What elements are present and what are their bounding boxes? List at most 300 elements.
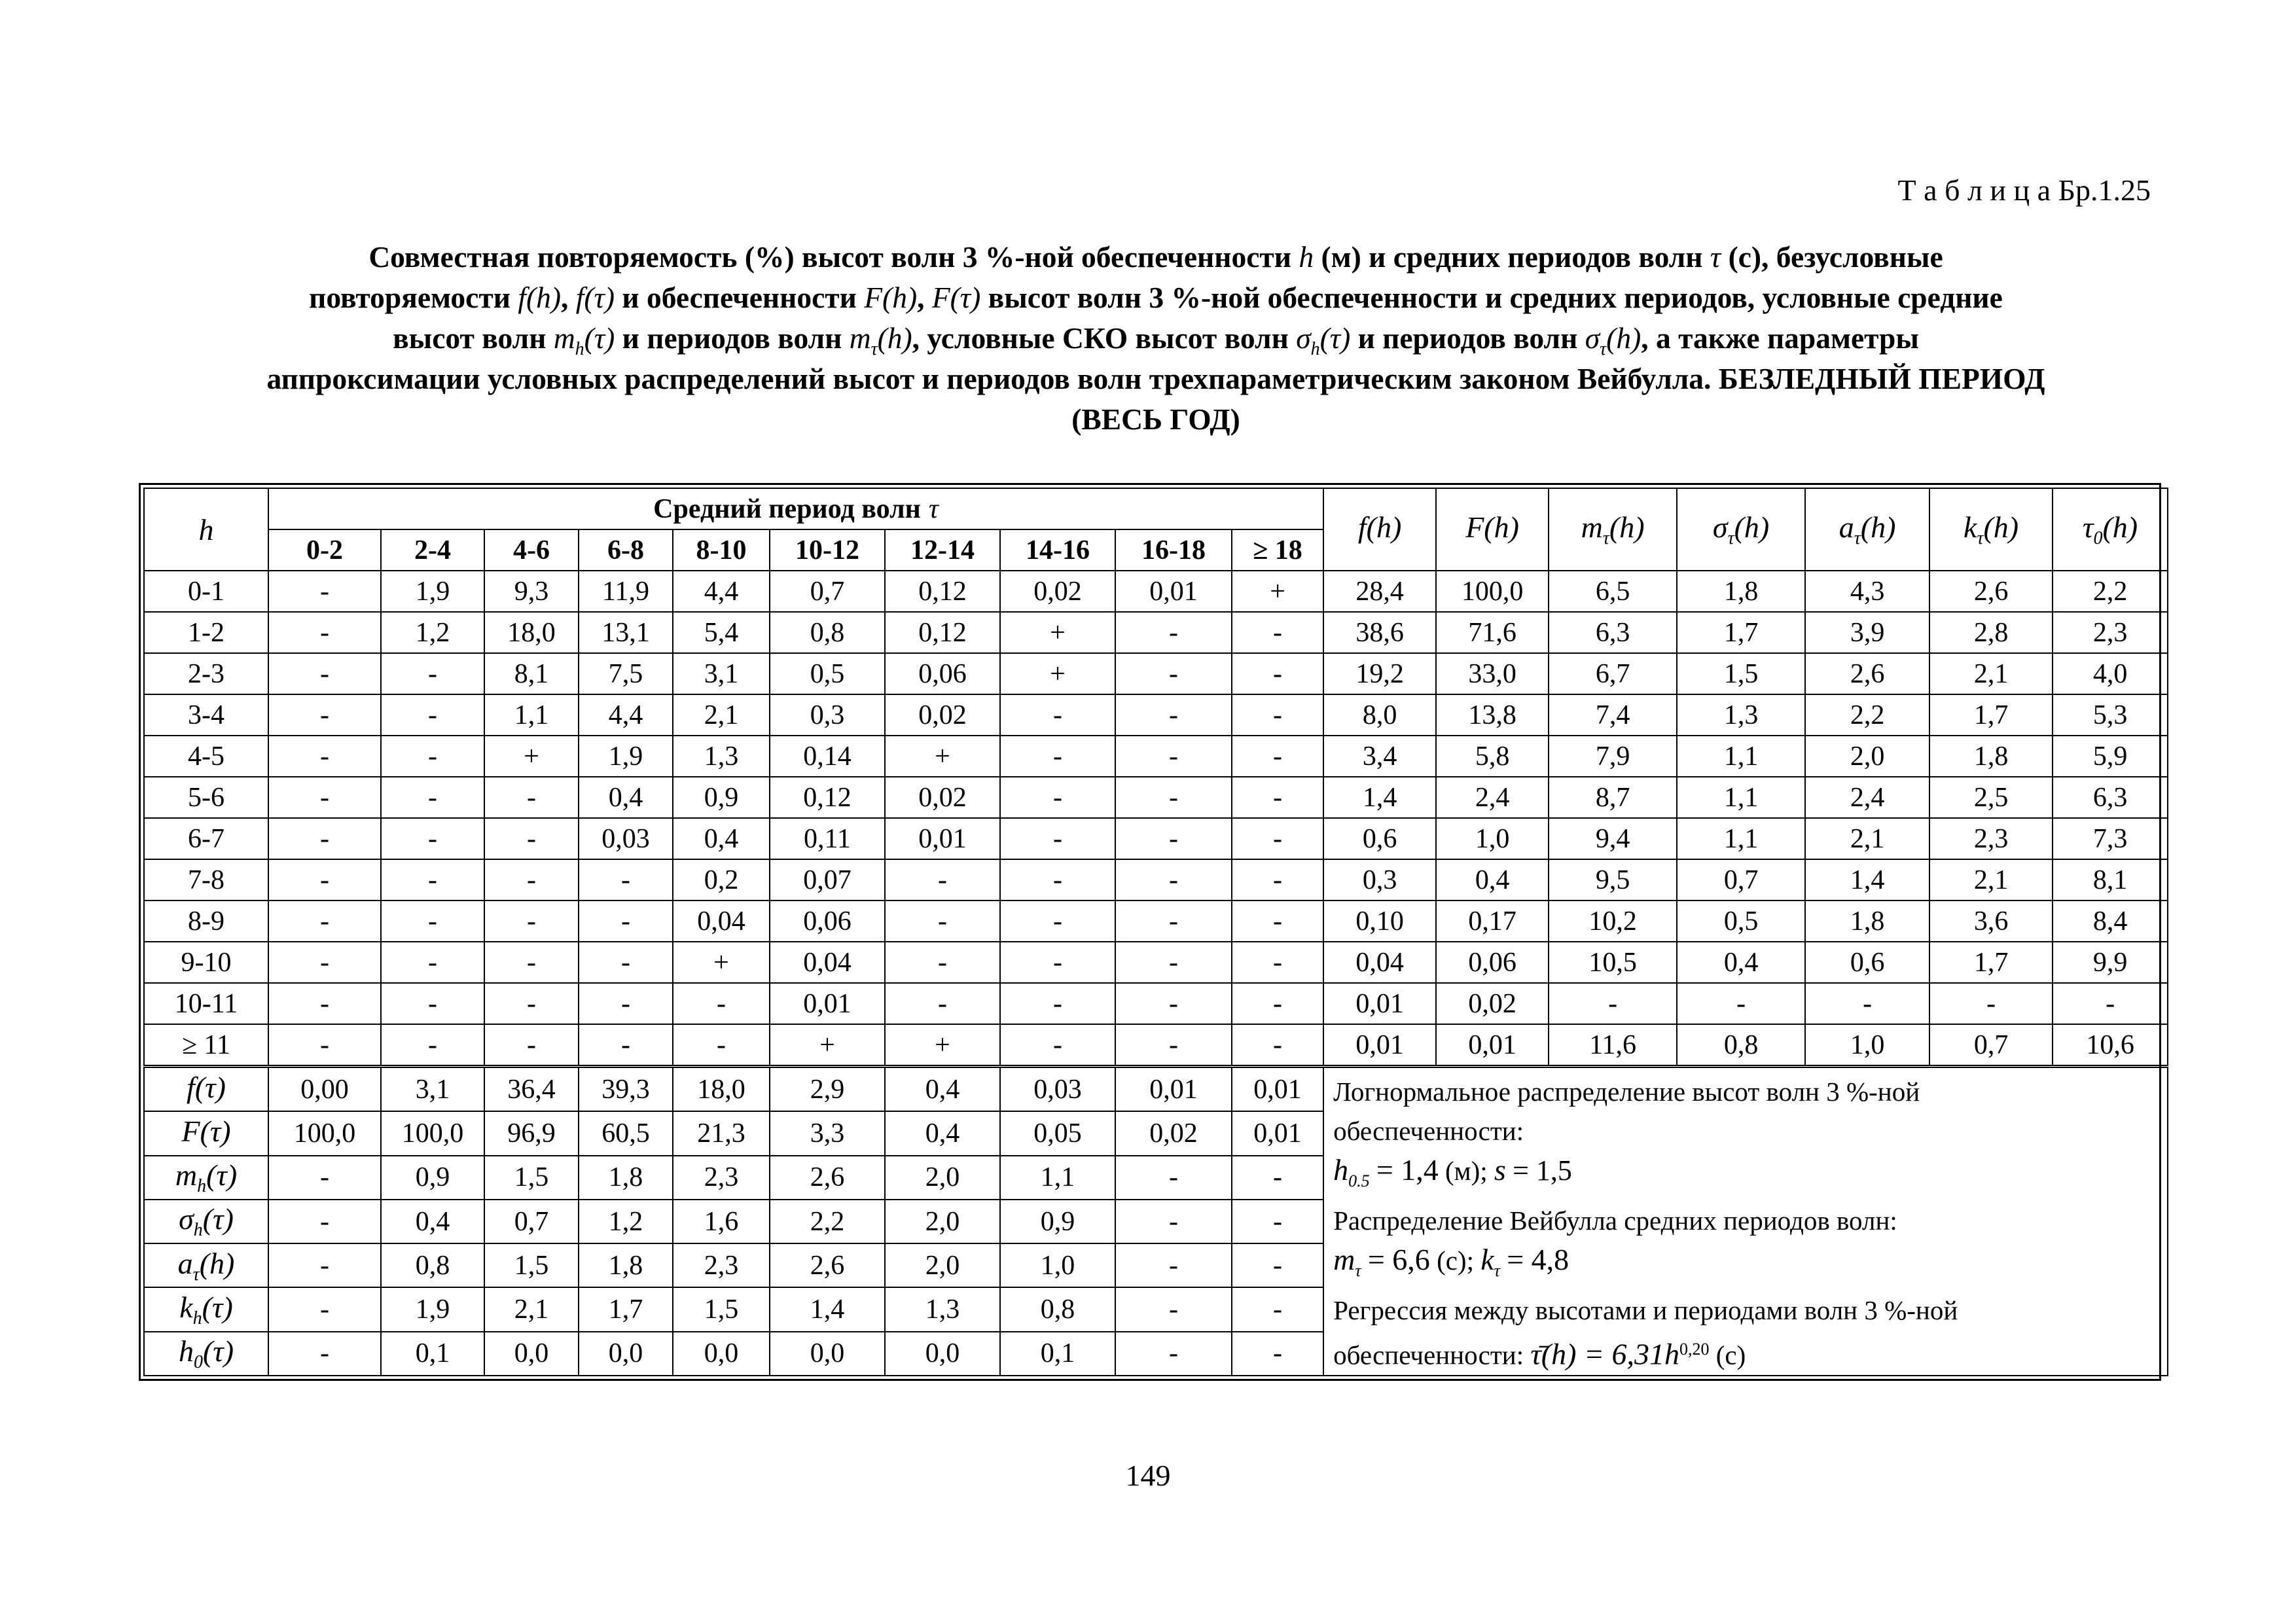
table-cell: - [1000, 983, 1115, 1024]
stat-cell: 1,1 [1677, 736, 1805, 777]
table-cell: 1,3 [885, 1287, 1000, 1331]
table-cell: + [770, 1024, 885, 1067]
table-cell: 7,5 [579, 653, 673, 694]
table-cell: - [1232, 942, 1323, 983]
table-cell: 2,6 [770, 1156, 885, 1200]
stat-cell: 0,4 [1436, 859, 1549, 901]
stat-cell: 71,6 [1436, 612, 1549, 653]
table-cell: - [1000, 777, 1115, 818]
table-cell: - [1232, 1024, 1323, 1067]
table-cell: 96,9 [484, 1111, 579, 1155]
table-cell: - [579, 942, 673, 983]
stat-cell: 2,4 [1805, 777, 1929, 818]
stat-cell: - [1677, 983, 1805, 1024]
stat-cell: - [1929, 983, 2053, 1024]
header-row [144, 488, 2168, 529]
header-bin: 10-12 [770, 529, 885, 571]
table-cell: 0,00 [268, 1067, 381, 1112]
stat-cell: 2,0 [1805, 736, 1929, 777]
table-cell: 2,2 [770, 1200, 885, 1243]
stat-cell: - [1549, 983, 1677, 1024]
bottom-row-label: $\sigma_h(\tau)$ [144, 1200, 268, 1243]
stat-cell: 28,4 [1323, 571, 1436, 612]
table-cell: + [885, 1024, 1000, 1067]
stat-cell: 0,5 [1677, 901, 1805, 942]
stat-cell: 10,5 [1549, 942, 1677, 983]
stat-cell: 5,3 [2053, 694, 2168, 736]
table-cell: - [1115, 983, 1232, 1024]
table-cell: - [1000, 694, 1115, 736]
stat-cell: 1,8 [1805, 901, 1929, 942]
table-cell: - [673, 983, 770, 1024]
table-cell: 0,2 [673, 859, 770, 901]
table-cell: 0,8 [1000, 1287, 1115, 1331]
stat-cell: 13,8 [1436, 694, 1549, 736]
row-h: 9-10 [144, 942, 268, 983]
header-stat: $a_\tau(h)$ [1805, 488, 1929, 571]
table-cell: - [381, 736, 484, 777]
header-h: h [144, 488, 268, 571]
table-cell: 1,8 [579, 1243, 673, 1287]
table-cell: - [1115, 653, 1232, 694]
stat-cell: 0,17 [1436, 901, 1549, 942]
table-cell: 2,0 [885, 1156, 1000, 1200]
table-cell: - [1115, 736, 1232, 777]
row-h: 3-4 [144, 694, 268, 736]
table-caption: Т а б л и ц а Бр.1.25 [1897, 173, 2151, 207]
table-cell: - [1232, 653, 1323, 694]
table-cell: 0,03 [1000, 1067, 1115, 1112]
table-cell: 0,0 [673, 1332, 770, 1376]
table-cell: - [1000, 1024, 1115, 1067]
table-cell: - [1232, 736, 1323, 777]
table-cell: 0,12 [770, 777, 885, 818]
stat-cell: 1,1 [1677, 818, 1805, 859]
table-cell: 0,9 [673, 777, 770, 818]
table-cell: - [268, 818, 381, 859]
table-cell: 0,12 [885, 571, 1000, 612]
table-cell: + [673, 942, 770, 983]
table-cell: - [1115, 859, 1232, 901]
table-cell: 0,01 [1115, 571, 1232, 612]
table-cell: 2,1 [673, 694, 770, 736]
table-cell: 60,5 [579, 1111, 673, 1155]
table-cell: 1,5 [484, 1243, 579, 1287]
stat-cell: 100,0 [1436, 571, 1549, 612]
table-cell: 0,12 [885, 612, 1000, 653]
bottom-row-label: f(τ) [144, 1067, 268, 1112]
stat-cell: 2,2 [2053, 571, 2168, 612]
stat-cell: 0,01 [1323, 983, 1436, 1024]
table-cell: - [268, 1200, 381, 1243]
table-cell: 0,02 [1000, 571, 1115, 612]
table-cell: 100,0 [381, 1111, 484, 1155]
stat-cell: 1,4 [1805, 859, 1929, 901]
table-cell: 0,0 [484, 1332, 579, 1376]
table-cell: 2,3 [673, 1156, 770, 1200]
table-cell: - [885, 942, 1000, 983]
table-cell: 2,3 [673, 1243, 770, 1287]
table-row [144, 818, 2168, 859]
bottom-row-label: $k_h(\tau)$ [144, 1287, 268, 1331]
table-cell: - [885, 859, 1000, 901]
table-cell: - [1115, 1243, 1232, 1287]
stat-cell: 6,5 [1549, 571, 1677, 612]
table-cell: - [381, 901, 484, 942]
table-cell: - [1232, 901, 1323, 942]
table-cell: - [381, 777, 484, 818]
table-row [144, 612, 2168, 653]
table-cell: + [1000, 612, 1115, 653]
bottom-row-label: $a_\tau(h)$ [144, 1243, 268, 1287]
table-cell: - [1232, 1243, 1323, 1287]
title-line-5: (ВЕСЬ ГОД) [1071, 402, 1240, 436]
table-cell: - [268, 859, 381, 901]
table-cell: 0,7 [770, 571, 885, 612]
stat-cell: 19,2 [1323, 653, 1436, 694]
table-cell: 0,02 [885, 777, 1000, 818]
table-cell: 0,01 [1232, 1111, 1323, 1155]
table-cell: - [268, 983, 381, 1024]
stat-cell: 1,8 [1929, 736, 2053, 777]
table-cell: 0,04 [673, 901, 770, 942]
table-cell: - [1000, 901, 1115, 942]
table-cell: - [673, 1024, 770, 1067]
stat-cell: 2,5 [1929, 777, 2053, 818]
header-bin: 2-4 [381, 529, 484, 571]
stat-cell: 2,6 [1805, 653, 1929, 694]
table-cell: 18,0 [484, 612, 579, 653]
table-cell: - [268, 1024, 381, 1067]
table-cell: 0,4 [381, 1200, 484, 1243]
table-cell: 0,11 [770, 818, 885, 859]
header-stat: f(h) [1323, 488, 1436, 571]
stat-cell: 8,7 [1549, 777, 1677, 818]
table-cell: - [1115, 1287, 1232, 1331]
table-cell: - [1000, 818, 1115, 859]
table-cell: - [484, 983, 579, 1024]
table-cell: - [1232, 1200, 1323, 1243]
table-cell: 4,4 [579, 694, 673, 736]
stat-cell: 33,0 [1436, 653, 1549, 694]
stat-cell: 3,9 [1805, 612, 1929, 653]
note-formula-regression: обеспеченности: τ̄(h) = $6,31h^{0,20}$ (с) [1333, 1338, 1746, 1372]
table-cell: 1,3 [673, 736, 770, 777]
table-cell: - [579, 983, 673, 1024]
stat-cell: 10,6 [2053, 1024, 2168, 1067]
table-row [144, 901, 2168, 942]
stat-cell: 1,5 [1677, 653, 1805, 694]
table-cell: - [268, 612, 381, 653]
table-cell: - [484, 818, 579, 859]
table-cell: - [268, 1332, 381, 1376]
table-row [144, 571, 2168, 612]
stat-cell: 10,2 [1549, 901, 1677, 942]
stat-cell: 7,3 [2053, 818, 2168, 859]
table-cell: 1,1 [1000, 1156, 1115, 1200]
stat-cell: 7,4 [1549, 694, 1677, 736]
table-cell: - [1000, 942, 1115, 983]
header-bin: 4-6 [484, 529, 579, 571]
stat-cell: 6,3 [2053, 777, 2168, 818]
stat-cell: 0,01 [1436, 1024, 1549, 1067]
table-title [161, 237, 2151, 440]
table-cell: 0,06 [770, 901, 885, 942]
table-cell: - [268, 901, 381, 942]
table-cell: - [268, 1287, 381, 1331]
stat-cell: 2,1 [1929, 859, 2053, 901]
stat-cell: 0,3 [1323, 859, 1436, 901]
stat-cell: 6,3 [1549, 612, 1677, 653]
stat-cell: 1,0 [1436, 818, 1549, 859]
stat-cell: 8,1 [2053, 859, 2168, 901]
note-formula-lognormal: $h_{0.5} = 1,4$ (м); s = 1,5 [1333, 1153, 1572, 1191]
stat-cell: - [1805, 983, 1929, 1024]
table-cell: - [1232, 694, 1323, 736]
table-cell: 0,0 [579, 1332, 673, 1376]
table-cell: 3,1 [381, 1067, 484, 1112]
stat-cell: 4,0 [2053, 653, 2168, 694]
table-cell: 1,2 [579, 1200, 673, 1243]
table-cell: - [381, 942, 484, 983]
stat-cell: 2,3 [2053, 612, 2168, 653]
table-cell: 1,5 [484, 1156, 579, 1200]
header-bin: 16-18 [1115, 529, 1232, 571]
note-line: Регрессия между высотами и периодами волн 3 %-ной [1333, 1295, 1958, 1326]
table-cell: - [484, 1024, 579, 1067]
table-cell: - [381, 818, 484, 859]
stat-cell: 6,7 [1549, 653, 1677, 694]
table-cell: 0,05 [1000, 1111, 1115, 1155]
page-number: 149 [1125, 1459, 1171, 1492]
table-cell: 0,06 [885, 653, 1000, 694]
stat-cell: 3,4 [1323, 736, 1436, 777]
table-cell: 0,8 [770, 612, 885, 653]
stat-cell: 2,1 [1929, 653, 2053, 694]
table-cell: - [1115, 1200, 1232, 1243]
title-line-1: Совместная повторяемость (%) высот волн 3 %-ной обеспеченности h (м) и средних периодов волн τ (с), безусловные [368, 240, 1943, 274]
table-cell: - [1115, 818, 1232, 859]
table-cell: 0,02 [1115, 1111, 1232, 1155]
stat-cell: 0,01 [1323, 1024, 1436, 1067]
table-cell: 3,1 [673, 653, 770, 694]
table-cell: 39,3 [579, 1067, 673, 1112]
stat-cell: 0,7 [1929, 1024, 2053, 1067]
row-h: 0-1 [144, 571, 268, 612]
table-cell: 2,6 [770, 1243, 885, 1287]
stat-cell: 1,8 [1677, 571, 1805, 612]
table-cell: 11,9 [579, 571, 673, 612]
row-h: 6-7 [144, 818, 268, 859]
stat-cell: 4,3 [1805, 571, 1929, 612]
stat-cell: 7,9 [1549, 736, 1677, 777]
stat-cell: 2,6 [1929, 571, 2053, 612]
table-cell: 9,3 [484, 571, 579, 612]
table-cell: 0,0 [770, 1332, 885, 1376]
table-cell: - [1232, 1287, 1323, 1331]
table-cell: 0,07 [770, 859, 885, 901]
table-cell: 0,7 [484, 1200, 579, 1243]
table-cell: - [1115, 942, 1232, 983]
table-cell: 2,0 [885, 1243, 1000, 1287]
title-line-2: повторяемости f(h), f(τ) и обеспеченности F(h), F(τ) высот волн 3 %-ной обеспеченности и средних периодов, условные средние [309, 281, 2003, 314]
stat-cell: - [2053, 983, 2168, 1024]
table-cell: - [1232, 777, 1323, 818]
table-cell: 0,14 [770, 736, 885, 777]
stat-cell: 0,04 [1323, 942, 1436, 983]
bottom-row-label: $m_h(\tau)$ [144, 1156, 268, 1200]
stat-cell: 5,8 [1436, 736, 1549, 777]
table-cell: 100,0 [268, 1111, 381, 1155]
stat-cell: 8,0 [1323, 694, 1436, 736]
table-cell: 1,7 [579, 1287, 673, 1331]
header-period: Средний период волн τ [268, 488, 1323, 529]
table-cell: 0,01 [1232, 1067, 1323, 1112]
table-row [144, 694, 2168, 736]
table-cell: 1,4 [770, 1287, 885, 1331]
table-cell: 0,1 [381, 1332, 484, 1376]
table-cell: 0,03 [579, 818, 673, 859]
bottom-row [144, 1067, 2168, 1112]
stat-cell: 3,6 [1929, 901, 2053, 942]
table-cell: 0,9 [381, 1156, 484, 1200]
table-cell: - [381, 653, 484, 694]
row-h: 1-2 [144, 612, 268, 653]
table-cell: - [1115, 694, 1232, 736]
stat-cell: 9,4 [1549, 818, 1677, 859]
notes-cell [1323, 1067, 2168, 1376]
table-cell: - [1115, 1332, 1232, 1376]
table-cell: - [381, 1024, 484, 1067]
table-cell: - [268, 694, 381, 736]
table-cell: 0,01 [885, 818, 1000, 859]
stat-cell: 1,7 [1929, 942, 2053, 983]
stat-cell: 2,3 [1929, 818, 2053, 859]
table-cell: - [1115, 777, 1232, 818]
table-cell: 36,4 [484, 1067, 579, 1112]
stat-cell: 0,6 [1323, 818, 1436, 859]
stat-cell: 9,9 [2053, 942, 2168, 983]
table-cell: - [579, 1024, 673, 1067]
stat-cell: 0,02 [1436, 983, 1549, 1024]
stat-cell: 2,1 [1805, 818, 1929, 859]
table-cell: 3,3 [770, 1111, 885, 1155]
table-cell: 0,04 [770, 942, 885, 983]
stat-cell: 11,6 [1549, 1024, 1677, 1067]
table-cell: 4,4 [673, 571, 770, 612]
table-row [144, 736, 2168, 777]
header-bin: 12-14 [885, 529, 1000, 571]
row-h: 10-11 [144, 983, 268, 1024]
table-cell: + [484, 736, 579, 777]
table-cell: - [381, 859, 484, 901]
row-h: 5-6 [144, 777, 268, 818]
row-h: 4-5 [144, 736, 268, 777]
note-line: Логнормальное распределение высот волн 3 %-ной [1333, 1077, 1920, 1107]
bottom-row-label: $h_0(\tau)$ [144, 1332, 268, 1376]
header-stat: $\sigma_\tau(h)$ [1677, 488, 1805, 571]
table-cell: 0,02 [885, 694, 1000, 736]
header-bin: 14-16 [1000, 529, 1115, 571]
stat-cell: 1,4 [1323, 777, 1436, 818]
row-h: 8-9 [144, 901, 268, 942]
table-cell: 5,4 [673, 612, 770, 653]
table-cell: 0,8 [381, 1243, 484, 1287]
table-row [144, 942, 2168, 983]
table-cell: 0,4 [885, 1067, 1000, 1112]
table-cell: 2,9 [770, 1067, 885, 1112]
table-cell: - [268, 1243, 381, 1287]
table-cell: 0,5 [770, 653, 885, 694]
stat-cell: 1,0 [1805, 1024, 1929, 1067]
header-bin: 8-10 [673, 529, 770, 571]
table-cell: - [268, 777, 381, 818]
header-stat: $m_\tau(h)$ [1549, 488, 1677, 571]
table-row [144, 653, 2168, 694]
stat-cell: 0,10 [1323, 901, 1436, 942]
table-cell: - [1232, 1156, 1323, 1200]
stat-cell: 38,6 [1323, 612, 1436, 653]
bottom-row-label: F(τ) [144, 1111, 268, 1155]
data-table [143, 488, 2168, 1376]
table-cell: 0,1 [1000, 1332, 1115, 1376]
table-cell: 1,8 [579, 1156, 673, 1200]
table-cell: 0,9 [1000, 1200, 1115, 1243]
stat-cell: 1,7 [1929, 694, 2053, 736]
table-cell: 1,9 [579, 736, 673, 777]
stat-cell: 0,6 [1805, 942, 1929, 983]
stat-cell: 9,5 [1549, 859, 1677, 901]
table-cell: - [268, 653, 381, 694]
table-cell: - [1000, 736, 1115, 777]
table-cell: 1,5 [673, 1287, 770, 1331]
header-bin: 6-8 [579, 529, 673, 571]
header-bin: 0-2 [268, 529, 381, 571]
table-cell: - [484, 859, 579, 901]
header-stat: $\tau_0(h)$ [2053, 488, 2168, 571]
table-row [144, 777, 2168, 818]
table-cell: - [1232, 1332, 1323, 1376]
table-cell: 1,9 [381, 571, 484, 612]
table-cell: - [579, 859, 673, 901]
table-cell: 13,1 [579, 612, 673, 653]
stat-cell: 0,06 [1436, 942, 1549, 983]
table-cell: - [885, 901, 1000, 942]
row-h: ≥ 11 [144, 1024, 268, 1067]
table-cell: - [484, 942, 579, 983]
table-cell: 8,1 [484, 653, 579, 694]
table-cell: 1,6 [673, 1200, 770, 1243]
note-line: Распределение Вейбулла средних периодов волн: [1333, 1205, 1897, 1236]
table-cell: 1,2 [381, 612, 484, 653]
table-cell: - [1115, 1024, 1232, 1067]
stat-cell: 8,4 [2053, 901, 2168, 942]
table-cell: - [381, 983, 484, 1024]
table-cell: - [484, 777, 579, 818]
table-cell: - [484, 901, 579, 942]
header-bin: ≥ 18 [1232, 529, 1323, 571]
stat-cell: 2,2 [1805, 694, 1929, 736]
table-cell: 0,4 [579, 777, 673, 818]
table-cell: - [1115, 612, 1232, 653]
table-cell: 0,0 [885, 1332, 1000, 1376]
table-cell: + [1000, 653, 1115, 694]
table-cell: - [885, 983, 1000, 1024]
stat-cell: 0,7 [1677, 859, 1805, 901]
table-cell: - [1232, 818, 1323, 859]
table-cell: - [268, 1156, 381, 1200]
table-cell: - [1232, 983, 1323, 1024]
